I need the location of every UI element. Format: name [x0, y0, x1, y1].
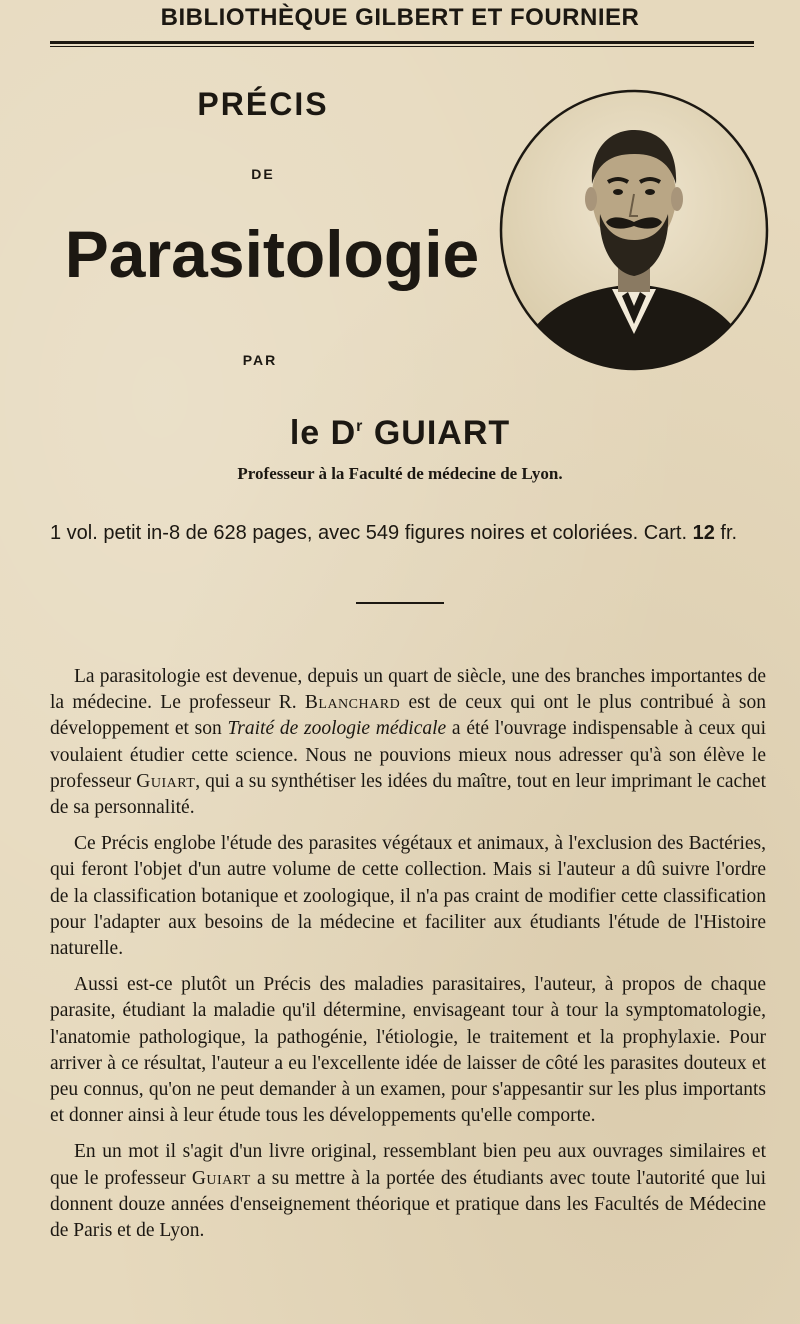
author-affiliation: Professeur à la Faculté de médecine de Lyon. — [237, 464, 563, 483]
author-title-sup: r — [356, 418, 364, 435]
paragraph-4-part-b: a su mettre à la portée des étudiants avec toute l'autorité que lui donnent douze années d'enseignement théorique et pratique dans les Facultés de Médecine de Paris et de Lyon. — [50, 1167, 766, 1242]
author-portrait — [494, 84, 774, 376]
paragraph-1-part-d: , qui a su synthétiser les idées du maître, tout en leur imprimant le cachet de sa personnalité. — [50, 770, 766, 819]
paragraph-1 — [50, 664, 766, 821]
paragraph-4 — [50, 1139, 766, 1244]
paragraph-1-part-a: La parasitologie est devenue, depuis un quart de siècle, une des branches importantes de la médecine. Le professeur R. — [50, 666, 766, 714]
name-blanchard: Blanchard — [304, 692, 401, 714]
header-rule-thin — [50, 46, 754, 47]
paragraph-4-part-a: En un mot il s'agit d'un livre original, ressemblant bien peu aux ouvrages similaires et que le professeur — [50, 1141, 766, 1189]
paragraph-3: Aussi est-ce plutôt un Précis des maladies parasitaires, l'auteur, à propos de chaque parasite, étudiant la maladie qu'il détermine, envisageant tour à tour la symptomatologie, l'anatomie pathologique, la pathogénie, l'étiologie, le traitement et la prophylaxie. Pour arriver à ce résultat, l'auteur a eu l'excellente idée de laisser de côté les parasites douteux et peu connus, qu'on ne peut demander à un examen, pour s'appesantir sur les plus importants et donner ainsi à leur étude tous les développements qu'elle comporte. — [50, 974, 766, 1127]
volume-price: 12 — [692, 522, 715, 544]
title-par: PAR — [242, 352, 278, 368]
name-guiart: Guiart — [136, 770, 196, 792]
series-header: BIBLIOTHÈQUE GILBERT ET FOURNIER — [160, 4, 640, 31]
paragraph-1-part-c: a été l'ouvrage indispensable à ceux qui voulaient étudier cette science. Nous ne pouvions mieux nous adresser qu'à son élève le professeur — [50, 718, 766, 792]
volume-description: 1 vol. petit in-8 de 628 pages, avec 549 figures noires et coloriées. Cart. — [50, 522, 688, 544]
paragraph-1-part-b: est de ceux qui ont le plus contribué à son développement et son — [50, 692, 766, 740]
volume-info — [50, 522, 790, 545]
header-rule-thick — [50, 41, 754, 44]
description-text — [50, 664, 766, 1254]
section-divider — [356, 602, 444, 604]
book-title: Traité de zoologie médicale — [227, 718, 447, 740]
author-line — [0, 414, 800, 453]
title-subject: Parasitologie — [64, 217, 480, 291]
name-guiart-2: Guiart — [191, 1167, 251, 1189]
author-prefix: le D — [289, 414, 357, 452]
title-precis: PRÉCIS — [197, 86, 329, 122]
paragraph-2: Ce Précis englobe l'étude des parasites végétaux et animaux, à l'exclusion des Bactéries, qui feront l'objet d'un autre volume de cette collection. Mais si l'auteur a dû suivre l'ordre de la classification botanique et zoologique, il n'a pas craint de modifier cette classification pour l'adapter aux besoins de la médecine et faciliter aux étudiants l'étude de l'Histoire naturelle. — [50, 833, 766, 960]
author-name: GUIART — [373, 414, 511, 452]
title-de: DE — [251, 166, 275, 182]
volume-currency: fr. — [720, 522, 738, 544]
